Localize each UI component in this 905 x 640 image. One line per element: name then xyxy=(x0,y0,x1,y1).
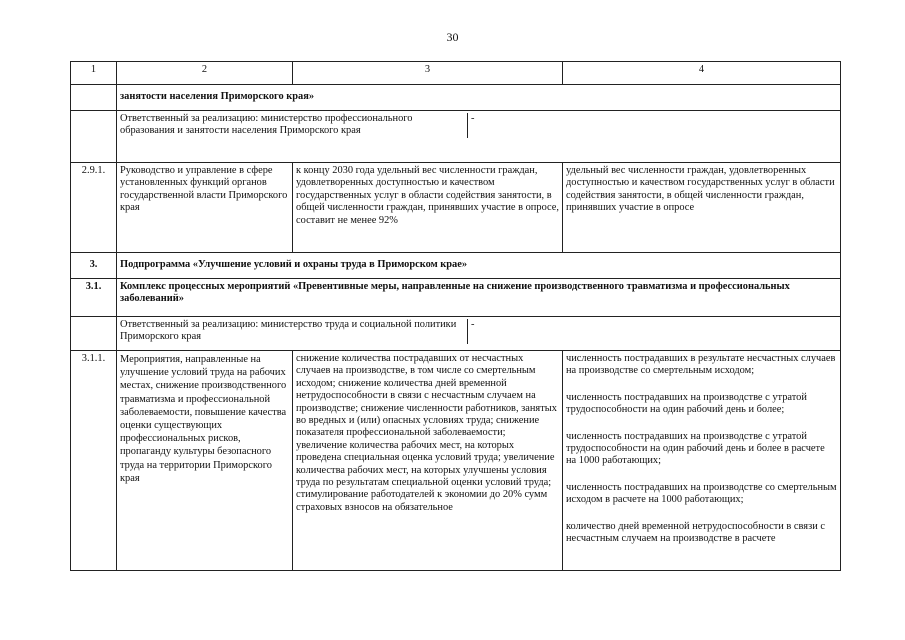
page-number: 30 xyxy=(446,30,459,44)
measure-name: Мероприятия, направленные на улучшение условий труда на рабочих местах, снижение производственного травматизма и профессиональной заболеваемости, повышение качества оценки существующих профессиональных рисков, пропаганду культуры безопасного труда на территории Приморского края xyxy=(117,351,293,571)
table-row xyxy=(71,163,841,253)
expected-result: снижение количества пострадавших от несчастных случаев на производстве, в том числе со смертельным исходом; снижение количества дней временной нетрудоспособности в связи с несчастным случаем на производстве; снижение численности работников, занятых во вредных и (или) опасных условиях труда; снижение показателя профессиональной заболеваемости; увеличение количества рабочих мест, на которых проведена специальная оценка условий труда; увеличение количества рабочих мест, на которых улучшены условия труда по результатам специальной оценки условий труда; стимулирование работодателей к экономии до 20% сумм страховых взносов на обязательное xyxy=(293,351,563,571)
responsible-text: Ответственный за реализацию: министерство профессионального образования и занятости населения Приморского края xyxy=(120,113,413,137)
responsible-dash: - xyxy=(468,113,838,138)
indicator-list xyxy=(563,351,841,571)
responsible-cell xyxy=(117,317,841,351)
subprogram-row xyxy=(71,253,841,279)
section-title: занятости населения Приморского края» xyxy=(117,85,841,111)
complex-title: Комплекс процессных мероприятий «Превентивные меры, направленные на снижение производственного травматизма и профессиональных заболеваний» xyxy=(117,279,841,317)
header-col-3: 3 xyxy=(293,62,563,85)
subprogram-title: Подпрограмма «Улучшение условий и охраны труда в Приморском крае» xyxy=(117,253,841,279)
table-row xyxy=(71,351,841,571)
section-title-row xyxy=(71,85,841,111)
header-col-4: 4 xyxy=(563,62,841,85)
empty-cell xyxy=(71,85,117,111)
responsible-dash: - xyxy=(468,319,838,344)
header-col-2: 2 xyxy=(117,62,293,85)
row-number: 3.1.1. xyxy=(71,351,117,571)
measures-table xyxy=(70,61,841,571)
empty-cell xyxy=(71,317,117,351)
empty-cell xyxy=(71,111,117,163)
indicator: удельный вес численности граждан, удовлетворенных доступностью и качеством государственных услуг в области содействия занятости, в общей численности граждан, принявших участие в опросе xyxy=(563,163,841,253)
header-col-1: 1 xyxy=(71,62,117,85)
expected-result: к концу 2030 года удельный вес численности граждан, удовлетворенных доступностью и качеством государственных услуг в области содействия занятости, в общей численности граждан, принявших участие в опросе, составит не менее 92% xyxy=(293,163,563,253)
indicator-item: численность пострадавших на производстве со смертельным исходом в расчете на 1000 работающих; xyxy=(566,481,837,506)
indicator-item: численность пострадавших на производстве с утратой трудоспособности на один рабочий день и более; xyxy=(566,391,807,416)
responsible-text: Ответственный за реализацию: министерство труда и социальной политики Приморского края xyxy=(120,319,457,343)
indicator-item: количество дней временной нетрудоспособности в связи с несчастным случаем на производстве в расчете xyxy=(566,520,825,545)
indicator-item: численность пострадавших в результате несчастных случаев на производстве со смертельным исходом; xyxy=(566,353,836,377)
row-number: 3.1. xyxy=(71,279,117,317)
measure-name: Руководство и управление в сфере установленных функций органов государственной власти Приморского края xyxy=(117,163,293,253)
complex-row xyxy=(71,279,841,317)
indicator-item: численность пострадавших на производстве с утратой трудоспособности на один рабочий день и более в расчете на 1000 работающих; xyxy=(566,430,825,467)
responsible-cell xyxy=(117,111,841,163)
responsible-row-1 xyxy=(71,111,841,163)
header-row xyxy=(71,62,841,85)
row-number: 3. xyxy=(71,253,117,279)
responsible-row-2 xyxy=(71,317,841,351)
row-number: 2.9.1. xyxy=(71,163,117,253)
